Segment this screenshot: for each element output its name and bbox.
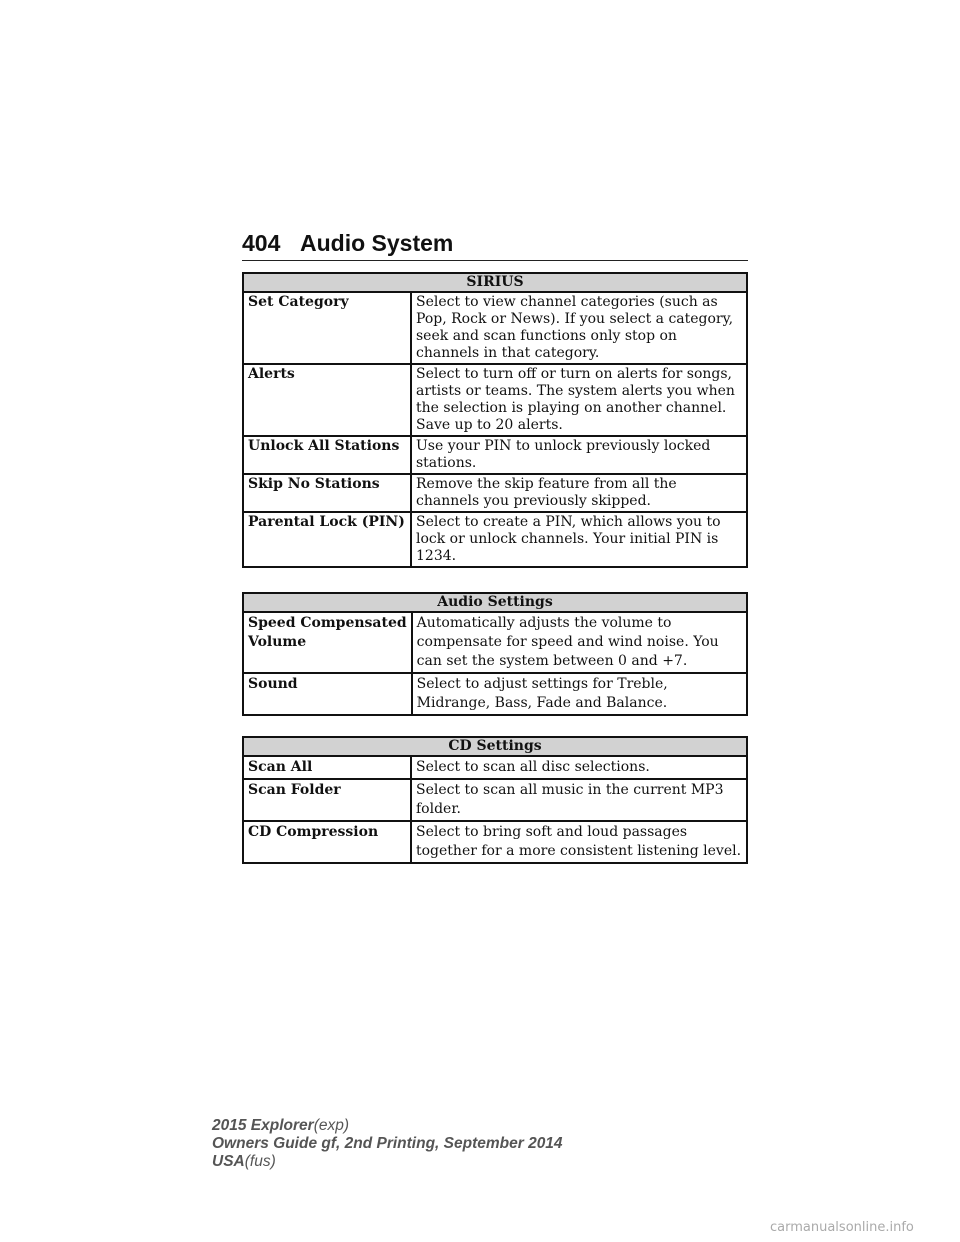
setting-label <box>243 612 412 673</box>
footer-edition: Owners Guide gf, 2nd Printing, September 2014 <box>212 1135 563 1152</box>
page-header <box>242 226 748 261</box>
setting-label: Set Category <box>243 292 411 364</box>
sirius-table-title: SIRIUS <box>243 273 747 292</box>
sirius-table <box>242 272 748 568</box>
setting-description: Select to create a PIN, which allows you to lock or unlock channels. Your initial PIN is 1234. <box>411 512 747 567</box>
setting-description: Automatically adjusts the volume to compensate for speed and wind noise. You can set the system between 0 and +7. <box>412 612 747 673</box>
setting-description: Use your PIN to unlock previously locked stations. <box>411 436 747 474</box>
setting-label: CD Compression <box>243 821 411 863</box>
cd-settings-table <box>242 736 748 864</box>
setting-label: Scan All <box>243 756 411 779</box>
footer-line <box>212 1153 563 1171</box>
setting-label: Sound <box>243 673 412 715</box>
section-title: Audio System <box>300 230 454 256</box>
table-row <box>243 779 747 821</box>
table-row <box>243 673 747 715</box>
table-row <box>243 474 747 512</box>
setting-label: Skip No Stations <box>243 474 411 512</box>
setting-description: Select to turn off or turn on alerts for songs, artists or teams. The system alerts you when the selection is playing on another channel. Save up to 20 alerts. <box>411 364 747 436</box>
setting-description: Remove the skip feature from all the channels you previously skipped. <box>411 474 747 512</box>
table-row <box>243 756 747 779</box>
setting-label: Unlock All Stations <box>243 436 411 474</box>
setting-label-line: Volume <box>248 634 307 650</box>
table-row <box>243 436 747 474</box>
audio-settings-table <box>242 592 748 716</box>
footer-model-code: (exp) <box>313 1117 350 1134</box>
table-row <box>243 821 747 863</box>
table-header-row <box>243 593 747 612</box>
setting-description: Select to scan all disc selections. <box>411 756 747 779</box>
audio-settings-table-title: Audio Settings <box>243 593 747 612</box>
table-row <box>243 612 747 673</box>
setting-label: Alerts <box>243 364 411 436</box>
table-row <box>243 292 747 364</box>
setting-label: Scan Folder <box>243 779 411 821</box>
footer-model: 2015 Explorer <box>212 1117 314 1134</box>
table-header-row <box>243 273 747 292</box>
table-header-row <box>243 737 747 756</box>
table-row <box>243 364 747 436</box>
setting-description: Select to bring soft and loud passages together for a more consistent listening level. <box>411 821 747 863</box>
cd-settings-table-title: CD Settings <box>243 737 747 756</box>
footer-market-code: (fus) <box>244 1153 276 1170</box>
setting-description: Select to view channel categories (such as Pop, Rock or News). If you select a category, seek and scan functions only stop on channels in that category. <box>411 292 747 364</box>
footer-line <box>212 1117 563 1135</box>
watermark: carmanualsonline.info <box>770 1220 914 1235</box>
page-number: 404 <box>242 230 281 256</box>
document-footer <box>212 1117 563 1171</box>
setting-label-line: Speed Compensated <box>248 615 407 631</box>
setting-description: Select to adjust settings for Treble, Midrange, Bass, Fade and Balance. <box>412 673 747 715</box>
footer-market: USA <box>212 1153 245 1170</box>
setting-description: Select to scan all music in the current MP3 folder. <box>411 779 747 821</box>
table-row <box>243 512 747 567</box>
setting-label: Parental Lock (PIN) <box>243 512 411 567</box>
